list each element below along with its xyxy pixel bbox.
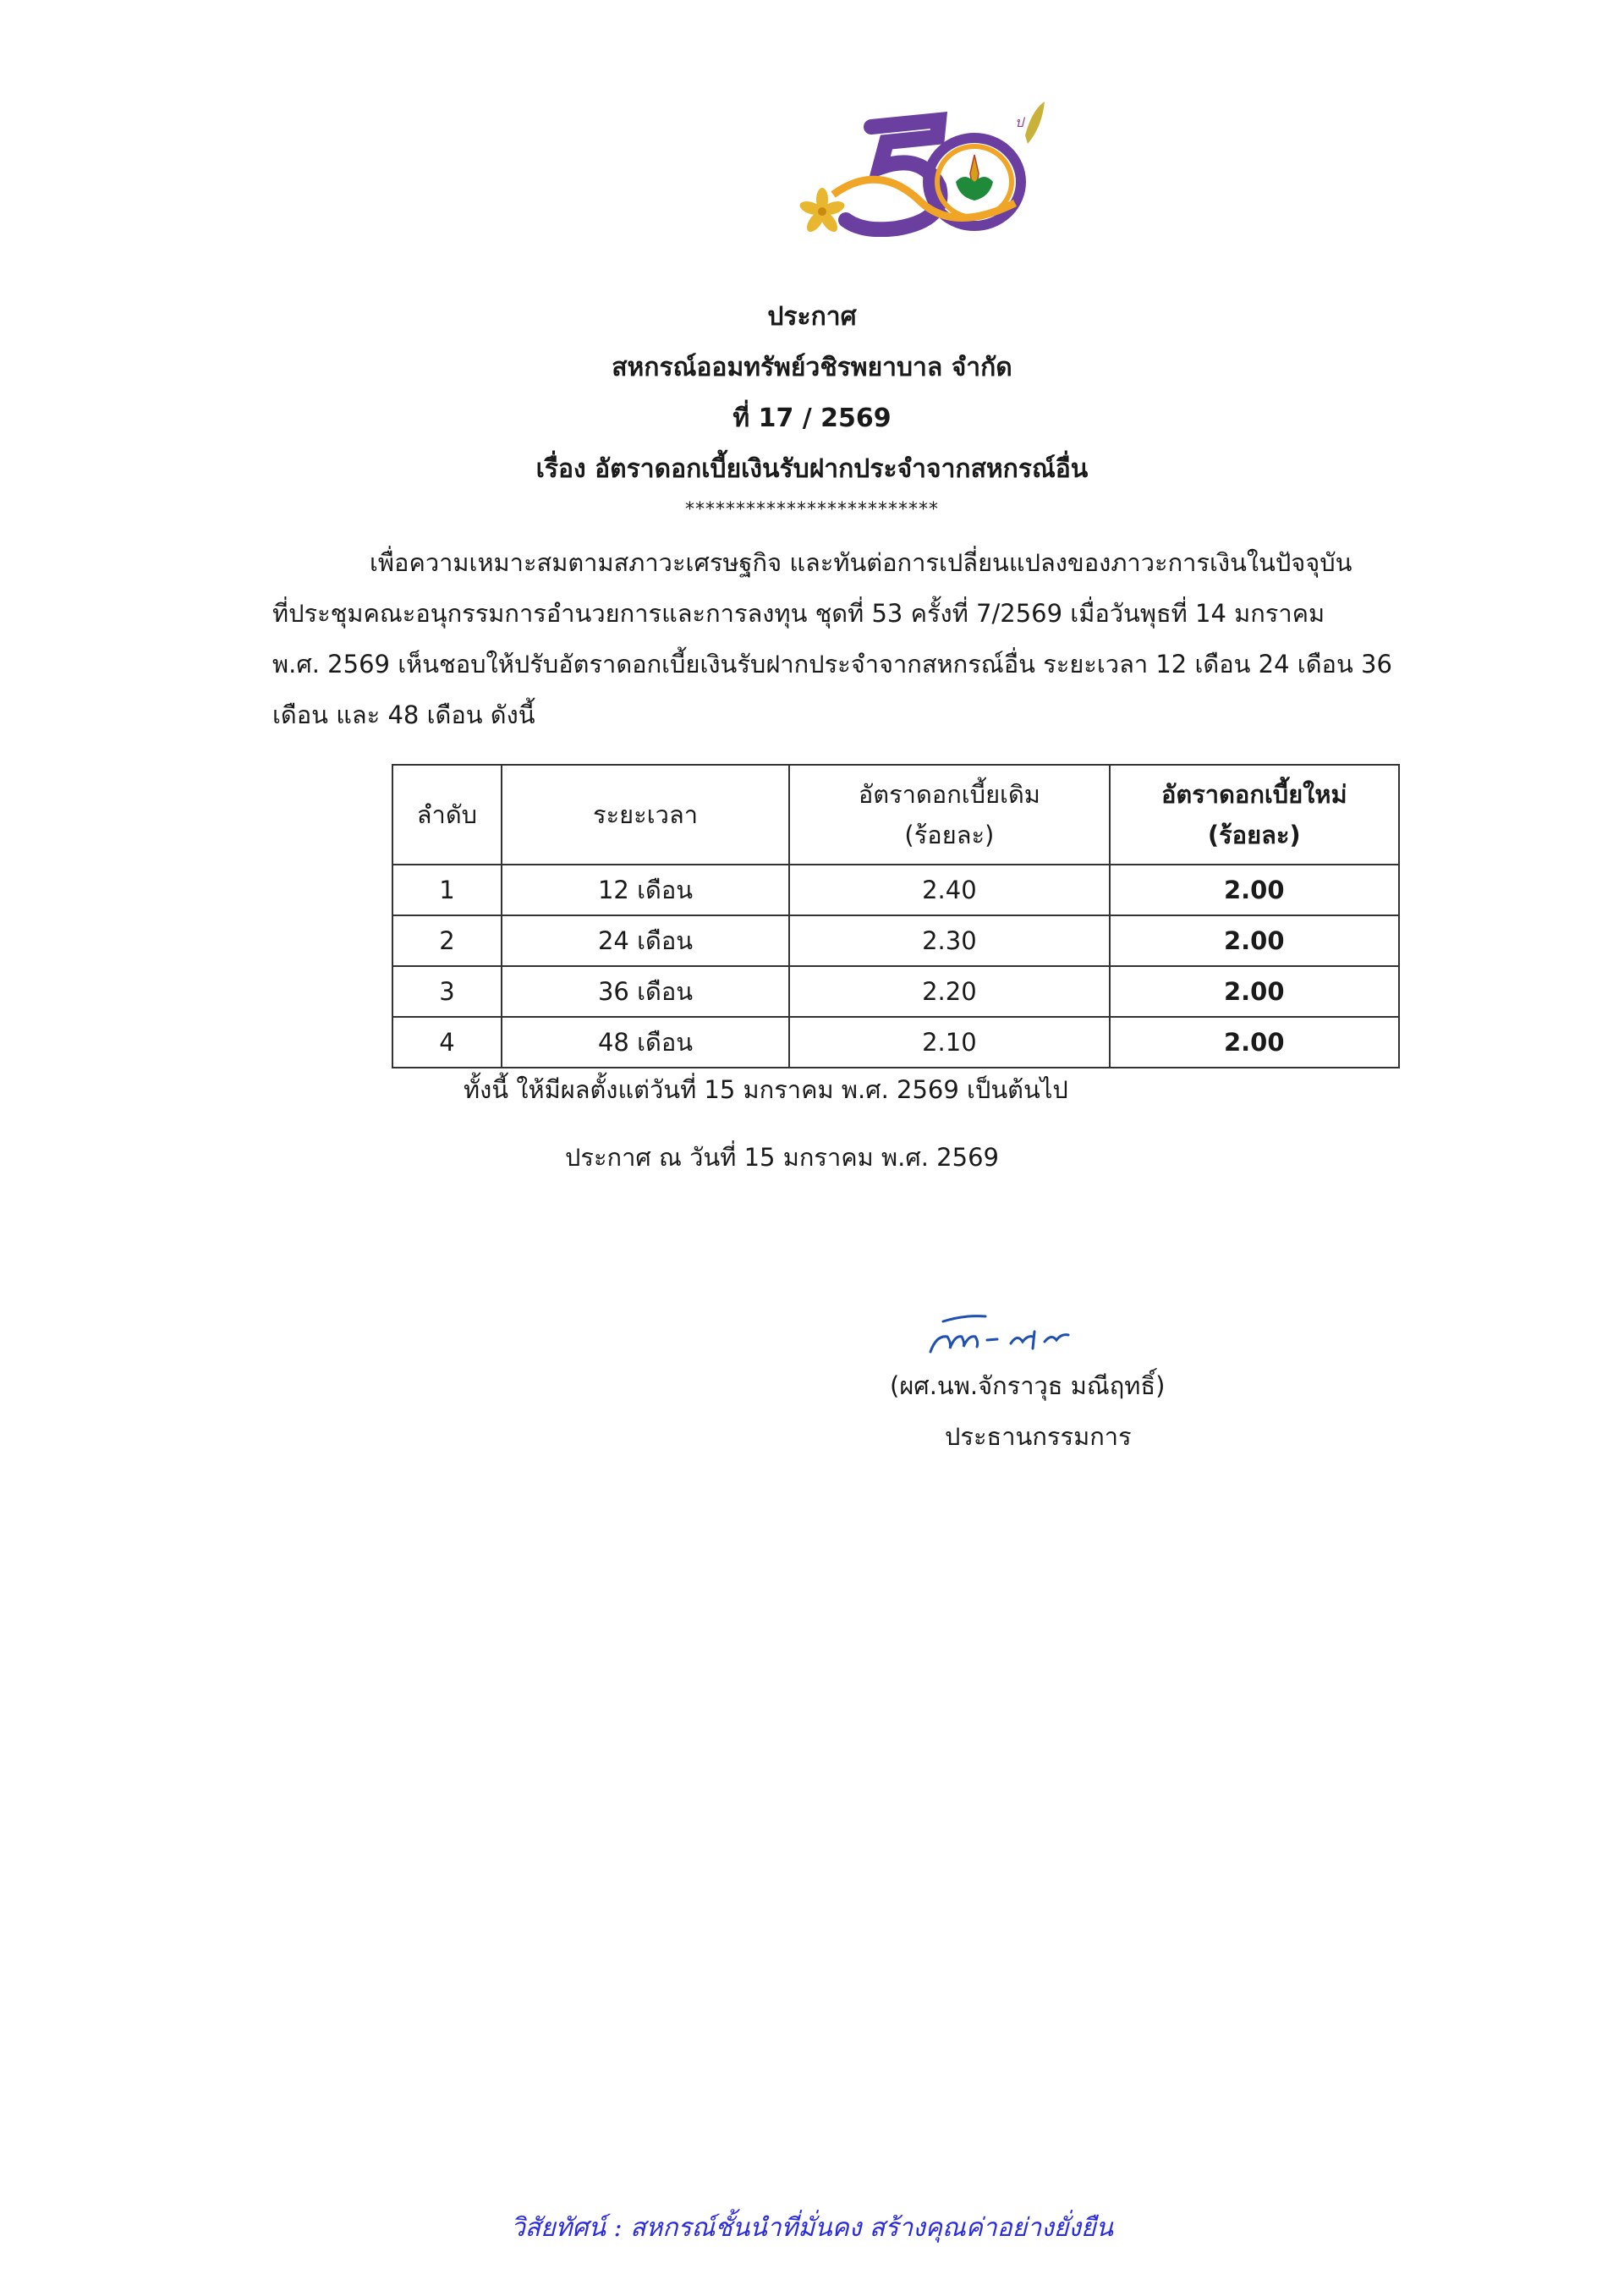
body-line-2: ที่ประชุมคณะอนุกรรมการอำนวยการและการลงทุน ชุดที่ 53 ครั้งที่ 7/2569 เมื่อวันพุธที่ 14 มกราคม xyxy=(272,599,1325,628)
separator-line: ************************* xyxy=(685,499,939,520)
cell-old-rate: 2.10 xyxy=(789,1017,1109,1068)
cell-new-rate: 2.00 xyxy=(1110,915,1399,966)
signatory-position: ประธานกรรมการ xyxy=(945,1422,1132,1451)
table-row xyxy=(392,1017,1399,1068)
header-period: ระยะเวลา xyxy=(502,765,789,865)
body-line-1: เพื่อความเหมาะสมตามสภาวะเศรษฐกิจ และทันต่อการเปลี่ยนแปลงของภาวะการเงินในปัจจุบัน xyxy=(370,548,1352,577)
table-row xyxy=(392,966,1399,1017)
cell-order: 3 xyxy=(392,966,502,1017)
announcement-date-text: ประกาศ ณ วันที่ 15 มกราคม พ.ศ. 2569 xyxy=(565,1143,999,1172)
svg-text:ป: ป xyxy=(1015,114,1024,130)
fifty-anniversary-logo xyxy=(778,93,1057,237)
cell-order: 2 xyxy=(392,915,502,966)
announcement-number: ที่ 17 / 2569 xyxy=(732,404,892,433)
header-old-rate-line2: (ร้อยละ) xyxy=(904,821,995,849)
announcement-title: ประกาศ xyxy=(767,302,857,332)
announcement-subject: เรื่อง อัตราดอกเบี้ยเงินรับฝากประจำจากสหกรณ์อื่น xyxy=(535,454,1089,484)
table-row xyxy=(392,865,1399,915)
signature-icon xyxy=(926,1310,1121,1360)
vision-statement: วิสัยทัศน์ : สหกรณ์ชั้นนำที่มั่นคง สร้างคุณค่าอย่างยั่งยืน xyxy=(510,2213,1114,2243)
body-line-3: พ.ศ. 2569 เห็นชอบให้ปรับอัตราดอกเบี้ยเงินรับฝากประจำจากสหกรณ์อื่น ระยะเวลา 12 เดือน 24 เดือน 36 xyxy=(272,650,1392,678)
effective-date-text: ทั้งนี้ ให้มีผลตั้งแต่วันที่ 15 มกราคม พ.ศ. 2569 เป็นต้นไป xyxy=(464,1075,1068,1104)
cell-period: 12 เดือน xyxy=(502,865,789,915)
header-new-rate-line1: อัตราดอกเบี้ยใหม่ xyxy=(1160,780,1347,809)
header-new-rate-line2: (ร้อยละ) xyxy=(1207,821,1301,849)
organization-name: สหกรณ์ออมทรัพย์วชิรพยาบาล จำกัด xyxy=(612,353,1012,382)
header-old-rate-line1: อัตราดอกเบี้ยเดิม xyxy=(858,780,1040,809)
cell-period: 36 เดือน xyxy=(502,966,789,1017)
cell-new-rate: 2.00 xyxy=(1110,1017,1399,1068)
cell-order: 1 xyxy=(392,865,502,915)
cell-old-rate: 2.20 xyxy=(789,966,1109,1017)
cell-order: 4 xyxy=(392,1017,502,1068)
body-line-4: เดือน และ 48 เดือน ดังนี้ xyxy=(272,700,535,729)
fifty-anniversary-emblem-icon xyxy=(778,93,1057,237)
header-new-rate xyxy=(1110,765,1399,865)
interest-rate-table xyxy=(392,764,1400,1068)
cell-new-rate: 2.00 xyxy=(1110,966,1399,1017)
signatory-name: (ผศ.นพ.จักราวุธ มณีฤทธิ์) xyxy=(890,1371,1166,1400)
table-row xyxy=(392,915,1399,966)
cell-old-rate: 2.40 xyxy=(789,865,1109,915)
cell-period: 24 เดือน xyxy=(502,915,789,966)
table-header-row xyxy=(392,765,1399,865)
cell-period: 48 เดือน xyxy=(502,1017,789,1068)
signature xyxy=(926,1310,1121,1360)
header-order: ลำดับ xyxy=(392,765,502,865)
cell-old-rate: 2.30 xyxy=(789,915,1109,966)
header-old-rate xyxy=(789,765,1109,865)
cell-new-rate: 2.00 xyxy=(1110,865,1399,915)
